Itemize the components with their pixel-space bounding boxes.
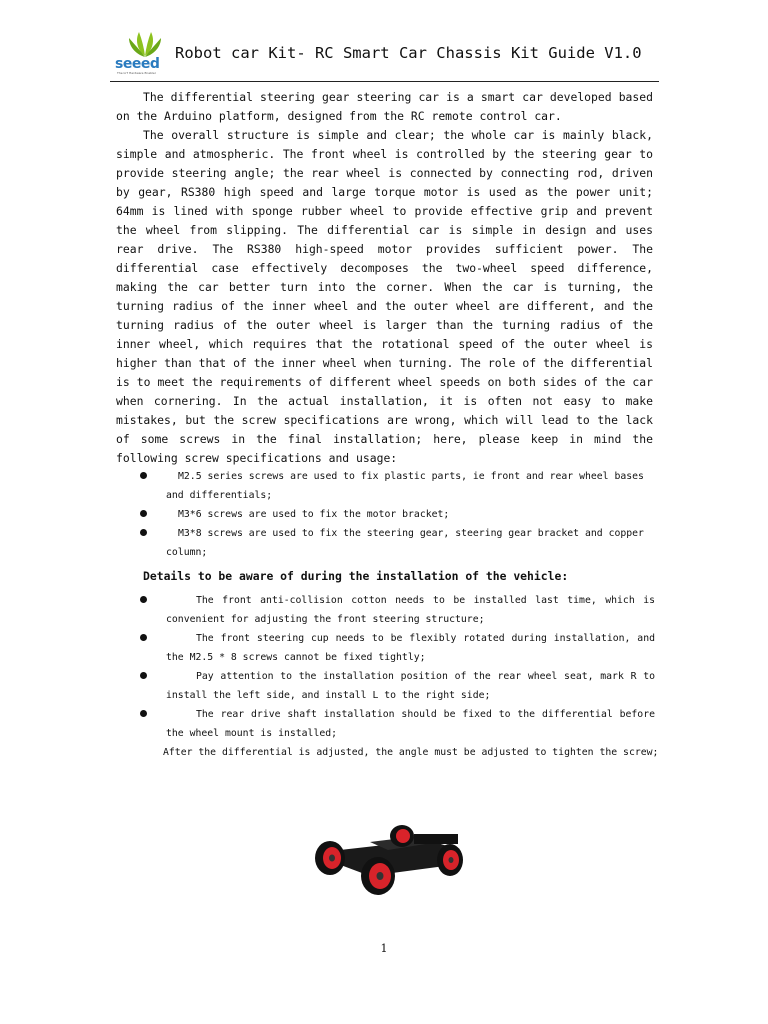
list-item: M2.5 series screws are used to fix plastic parts, ie front and rear wheel bases and differentials; <box>140 467 655 505</box>
list-item: The rear drive shaft installation should be fixed to the differential before the wheel mount is installed; <box>140 705 655 743</box>
screw-spec-list <box>140 467 655 562</box>
intro-paragraph-1: The differential steering gear steering car is a smart car developed based on the Arduino platform, designed from the RC remote control car. <box>116 90 653 123</box>
list-item: M3*6 screws are used to fix the motor bracket; <box>140 505 655 524</box>
list-item: Pay attention to the installation position of the rear wheel seat, mark R to install the left side, and install L to the right side; <box>140 667 655 705</box>
bullet-icon <box>140 634 147 641</box>
bullet-icon <box>140 672 147 679</box>
bullet-icon <box>140 472 147 479</box>
details-heading: Details to be aware of during the installation of the vehicle: <box>143 569 569 583</box>
intro-paragraph-2: The overall structure is simple and clear; the whole car is mainly black, simple and atmospheric. The front wheel is controlled by the steering gear to provide steering angle; the rear wheel is connected by connecting rod, driven by gear, RS380 high speed and large torque motor is used as the power unit; 64mm is lined with sponge rubber wheel to provide effective grip and prevent the wheel from slipping. The differential car is simple in design and uses rear drive. The RS380 high-speed motor provides sufficient power. The differential case effectively decomposes the two-wheel speed difference, making the car better turn into the corner. When the car is turning, the turning radius of the inner wheel and the outer wheel are different, and the turning radius of the outer wheel is larger than the turning radius of the inner wheel, which requires that the rotational speed of the outer wheel is higher than that of the inner wheel when turning. The role of the differential is to meet the requirements of different wheel speeds on both sides of the car when cornering. In the actual installation, it is often not easy to make mistakes, but the screw specifications are wrong, which will lead to the lack of some screws in the final installation; here, please keep in mind the following screw specifications and usage: <box>116 128 653 465</box>
installation-details-list <box>140 591 655 743</box>
page-header <box>115 30 660 82</box>
bullet-icon <box>140 529 147 536</box>
list-item: M3*8 screws are used to fix the steering gear, steering gear bracket and copper column; <box>140 524 655 562</box>
list-item: The front steering cup needs to be flexibly rotated during installation, and the M2.5 * 8 screws cannot be fixed tightly; <box>140 629 655 667</box>
logo-wordmark: seeed <box>115 56 160 72</box>
document-title: Robot car Kit- RC Smart Car Chassis Kit Guide V1.0 <box>175 44 642 62</box>
bullet-icon <box>140 596 147 603</box>
page-number: 1 <box>380 942 388 955</box>
logo-tagline: The IoT Hardware Enabler <box>117 71 156 75</box>
car-chassis-image <box>310 820 472 898</box>
bullet-icon <box>140 510 147 517</box>
intro-section <box>116 88 653 468</box>
after-note: After the differential is adjusted, the angle must be adjusted to tighten the screw; <box>163 747 659 758</box>
bullet-icon <box>140 710 147 717</box>
header-divider <box>110 81 659 82</box>
list-item: The front anti-collision cotton needs to be installed last time, which is convenient for adjusting the front steering structure; <box>140 591 655 629</box>
seeed-logo <box>115 30 175 78</box>
